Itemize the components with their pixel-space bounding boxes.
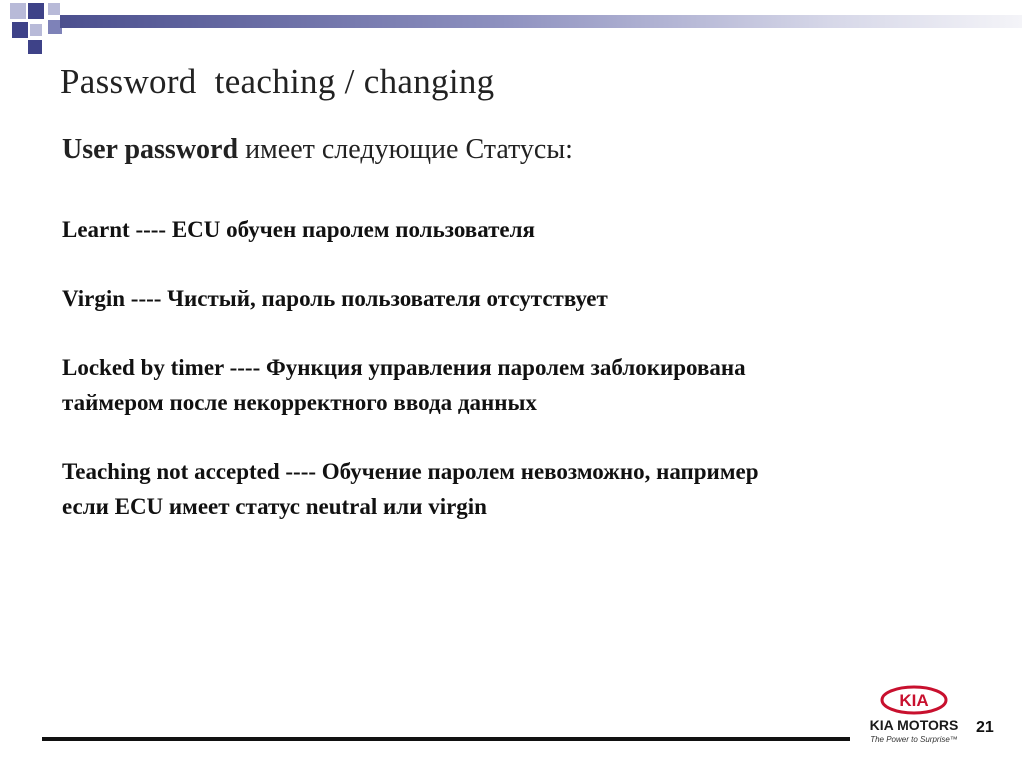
subtitle-bold: User password	[62, 134, 239, 165]
decoration-square	[30, 24, 42, 36]
decoration-square	[28, 40, 42, 54]
footer-rule	[42, 737, 850, 741]
status-locked-line1: Locked by timer ---- Функция управления паролем заблокирована	[62, 355, 746, 380]
status-learnt: Learnt ---- ECU обучен паролем пользователя	[62, 217, 535, 242]
decoration-square	[48, 3, 60, 15]
header-gradient-bar	[60, 15, 1022, 28]
status-virgin: Virgin ---- Чистый, пароль пользователя отсутствует	[62, 286, 608, 311]
subtitle-rest: имеет следующие Статусы:	[238, 134, 573, 165]
logo-tagline: The Power to Surprise™	[870, 735, 958, 744]
slide-title: Password teaching / changing	[60, 62, 495, 101]
kia-motors-logo	[862, 684, 966, 746]
status-teaching-line1: Teaching not accepted ---- Обучение паролем невозможно, например	[62, 459, 759, 484]
decoration-square	[10, 3, 26, 19]
status-teaching-line2: если ECU имеет статус neutral или virgin	[62, 494, 487, 519]
slide-subtitle	[62, 134, 573, 166]
logo-brand: KIA	[899, 691, 929, 710]
status-locked-line2: таймером после некорректного ввода данных	[62, 390, 537, 415]
page-number: 21	[976, 719, 994, 736]
decoration-square	[12, 22, 28, 38]
logo-name: KIA MOTORS	[869, 717, 959, 733]
decoration-square	[28, 3, 44, 19]
